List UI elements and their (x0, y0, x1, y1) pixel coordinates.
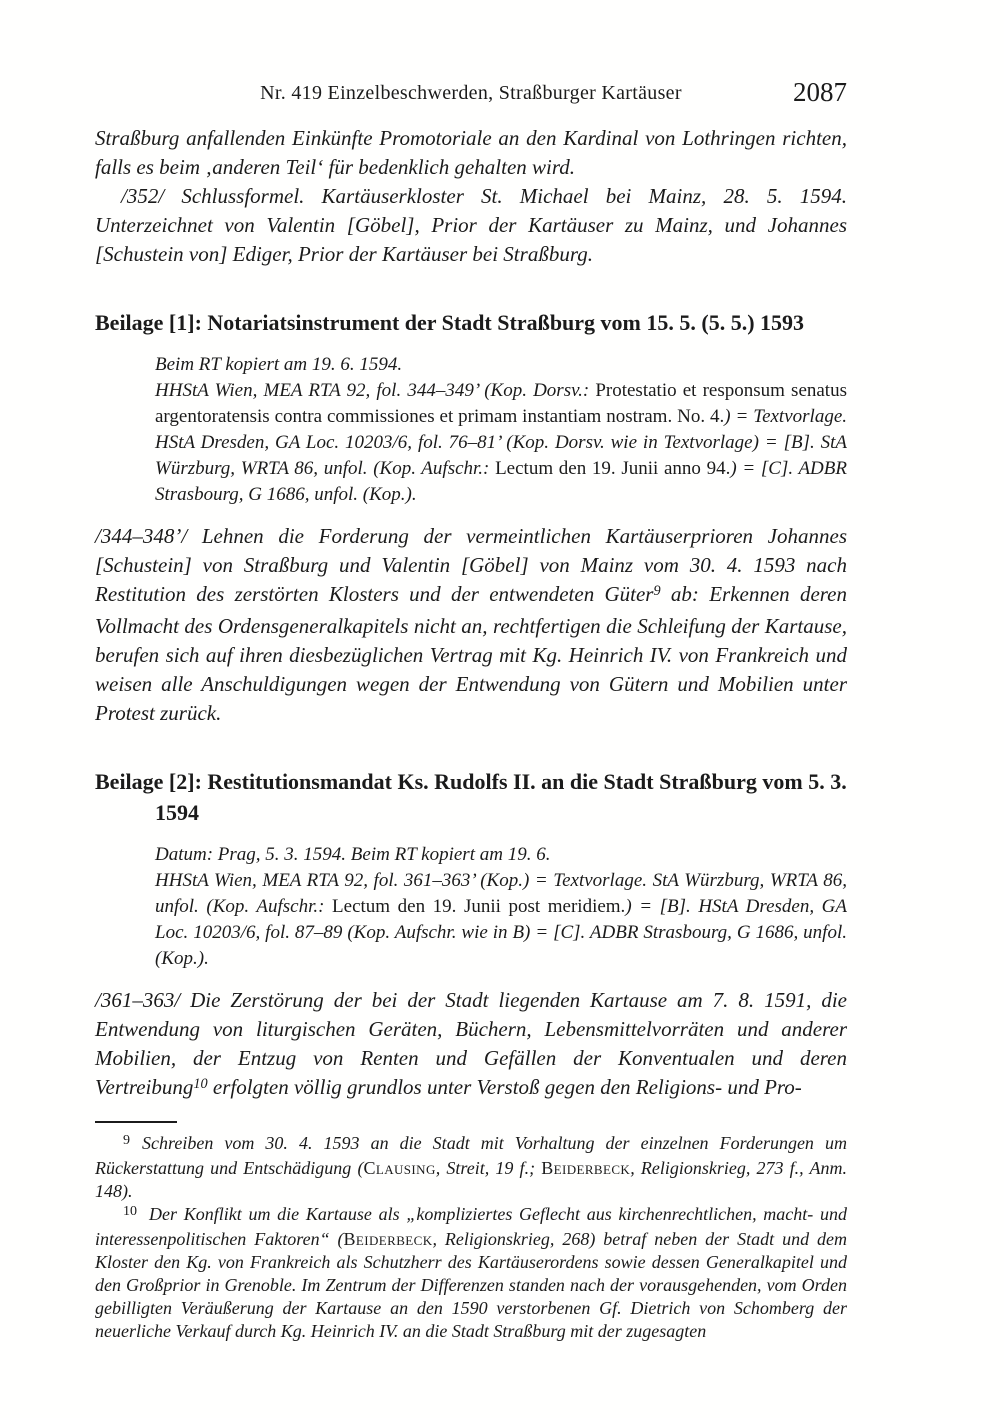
text-run: Datum: Prag, 5. 3. 1594. Beim RT kopiert am 19. 6. (155, 844, 551, 865)
footnote-marker: 10 (123, 1203, 138, 1220)
archival-line (155, 842, 847, 868)
text-run: Clausing (363, 1158, 436, 1178)
text-run: Beiderbeck (343, 1229, 433, 1249)
text-run: ) = Textvorlage. HStA Dresden, GA Loc. 10203/6, fol. 76–81’ (Kop. Dorsv. wie in Textvorlage) = [B]. StA Würzburg, WRTA 86, unfol. (Kop. Aufschr.: (155, 406, 847, 479)
heading-beilage-1: Beilage [1]: Notariatsinstrument der Stadt Straßburg vom 15. 5. (5. 5.) 1593 (95, 310, 805, 335)
heading-beilage-2: Beilage [2]: Restitutionsmandat Ks. Rudolfs II. an die Stadt Straßburg vom 5. 3. 1594 (95, 769, 847, 825)
text-run: /361–363/ Die Zerstörung der bei der Stadt liegenden Kartause am 7. 8. 1591, die Entwendung von liturgischen Geräten, Büchern, Lebensmittelvorräten und anderer Mobilien, der Entzug von Renten und Gefällen der Konventualen und deren Vertreibung (95, 988, 847, 1099)
footnotes-section (95, 1121, 847, 1343)
archival-line (155, 352, 847, 378)
text-run: /352/ Schlussformel. Kartäuserkloster St. Michael bei Mainz, 28. 5. 1594. Unterzeichnet von Valentin [Göbel], Prior der Kartäuser zu Mainz, und Johannes [Schustein von] Ediger, Prior der Kartäuser bei Straßburg. (95, 184, 847, 266)
text-run: Schreiben vom 30. 4. 1593 an die Stadt mit Vorhaltung der einzelnen Forderungen um Rückerstattung und Entschädigung ( (95, 1133, 847, 1178)
footnote-ref: 10 (193, 1075, 208, 1092)
summary-paragraph-beilage-1 (95, 522, 847, 728)
text-run: Beiderbeck (541, 1158, 631, 1178)
archival-reference-block-1 (95, 352, 847, 508)
text-run: Protestatio et responsum senatus argentoratensis contra commissiones et primam instantiam nostram. No. 4. (155, 380, 847, 427)
text-run: Beim RT kopiert am 19. 6. 1594. (155, 354, 403, 375)
footnote-10 (95, 1203, 847, 1343)
page-number: 2087 (793, 77, 847, 107)
summary-paragraph-continuation (95, 124, 847, 182)
running-title: Nr. 419 Einzelbeschwerden, Straßburger Kartäuser (260, 82, 682, 104)
text-run: Der Konflikt um die Kartause als „kompliziertes Geflecht aus kirchenrechtlichen, macht- und interessenpolitischen Faktoren“ ( (95, 1204, 847, 1249)
footnote-separator (95, 1121, 177, 1123)
text-run: ) = [C]. ADBR Strasbourg, G 1686, unfol. (Kop.). (155, 458, 847, 505)
footnote-text (95, 1204, 847, 1341)
summary-paragraph-schlussformel (95, 182, 847, 269)
running-header (95, 77, 847, 112)
text-run: /344–348’/ Lehnen die Forderung der vermeintlichen Kartäuserprioren Johannes [Schustein] von Straßburg und Valentin [Göbel] von Mainz vom 30. 4. 1593 nach Restitution des zerstörten Klosters und der entwendeten Güter (95, 524, 847, 606)
footnote-9 (95, 1132, 847, 1203)
text-run: , Religionskrieg, 273 f., Anm. 148). (95, 1158, 847, 1201)
text-run: HHStA Wien, MEA RTA 92, fol. 361–363’ (Kop.) = Textvorlage. StA Würzburg, WRTA 86, unfol. (Kop. Aufschr.: (155, 870, 847, 917)
archival-line (155, 868, 847, 972)
footnote-ref: 9 (653, 582, 661, 599)
text-run: ab: Erkennen deren Vollmacht des Ordensgeneralkapitels nicht an, rechtfertigen die Schleifung der Kartause, berufen sich auf ihren diesbezüglichen Vertrag mit Kg. Heinrich IV. von Frankreich und weisen alle Anschuldigungen wegen der Entwendung von Gütern und Mobilien unter Protest zurück. (95, 582, 847, 725)
text-run: Lectum den 19. Junii anno 94. (495, 458, 731, 479)
text-run: Straßburg anfallenden Einkünfte Promotoriale an den Kardinal von Lothringen richten, falls es beim ‚anderen Teil‘ für bedenklich gehalten wird. (95, 126, 847, 179)
summary-paragraph-beilage-2 (95, 986, 847, 1105)
text-run: Lectum den 19. Junii post meridiem. (332, 896, 626, 917)
text-run: ) = [B]. HStA Dresden, GA Loc. 10203/6, fol. 87–89 (Kop. Aufschr. wie in B) = [C]. ADBR Strasbourg, G 1686, unfol. (Kop.). (155, 896, 847, 969)
archival-reference-block-2 (95, 842, 847, 972)
text-run: HHStA Wien, MEA RTA 92, fol. 344–349’ (Kop. Dorsv.: (155, 380, 596, 401)
text-run: , Religionskrieg, 268) betraf neben der Stadt und dem Kloster den Kg. von Frankreich als Schutzherr des Kartäuserordens sowie dessen Generalkapitel und den Großprior in Grenoble. Im Zentrum der Differenzen standen nach der vorausgehenden, vom Orden gebilligten Veräußerung der Kartause an den 1590 verstorbenen Gf. Dietrich von Schomberg der neuerliche Verkauf durch Kg. Heinrich IV. an die Stadt Straßburg mit der zugesagten (95, 1229, 848, 1341)
text-column (95, 77, 848, 1343)
archival-line (155, 378, 847, 508)
text-run: erfolgten völlig grundlos unter Verstoß gegen den Religions- und Pro- (207, 1075, 802, 1099)
footnote-text (95, 1133, 847, 1201)
footnote-marker: 9 (123, 1132, 131, 1149)
text-run: , Streit, 19 f.; (435, 1158, 542, 1178)
